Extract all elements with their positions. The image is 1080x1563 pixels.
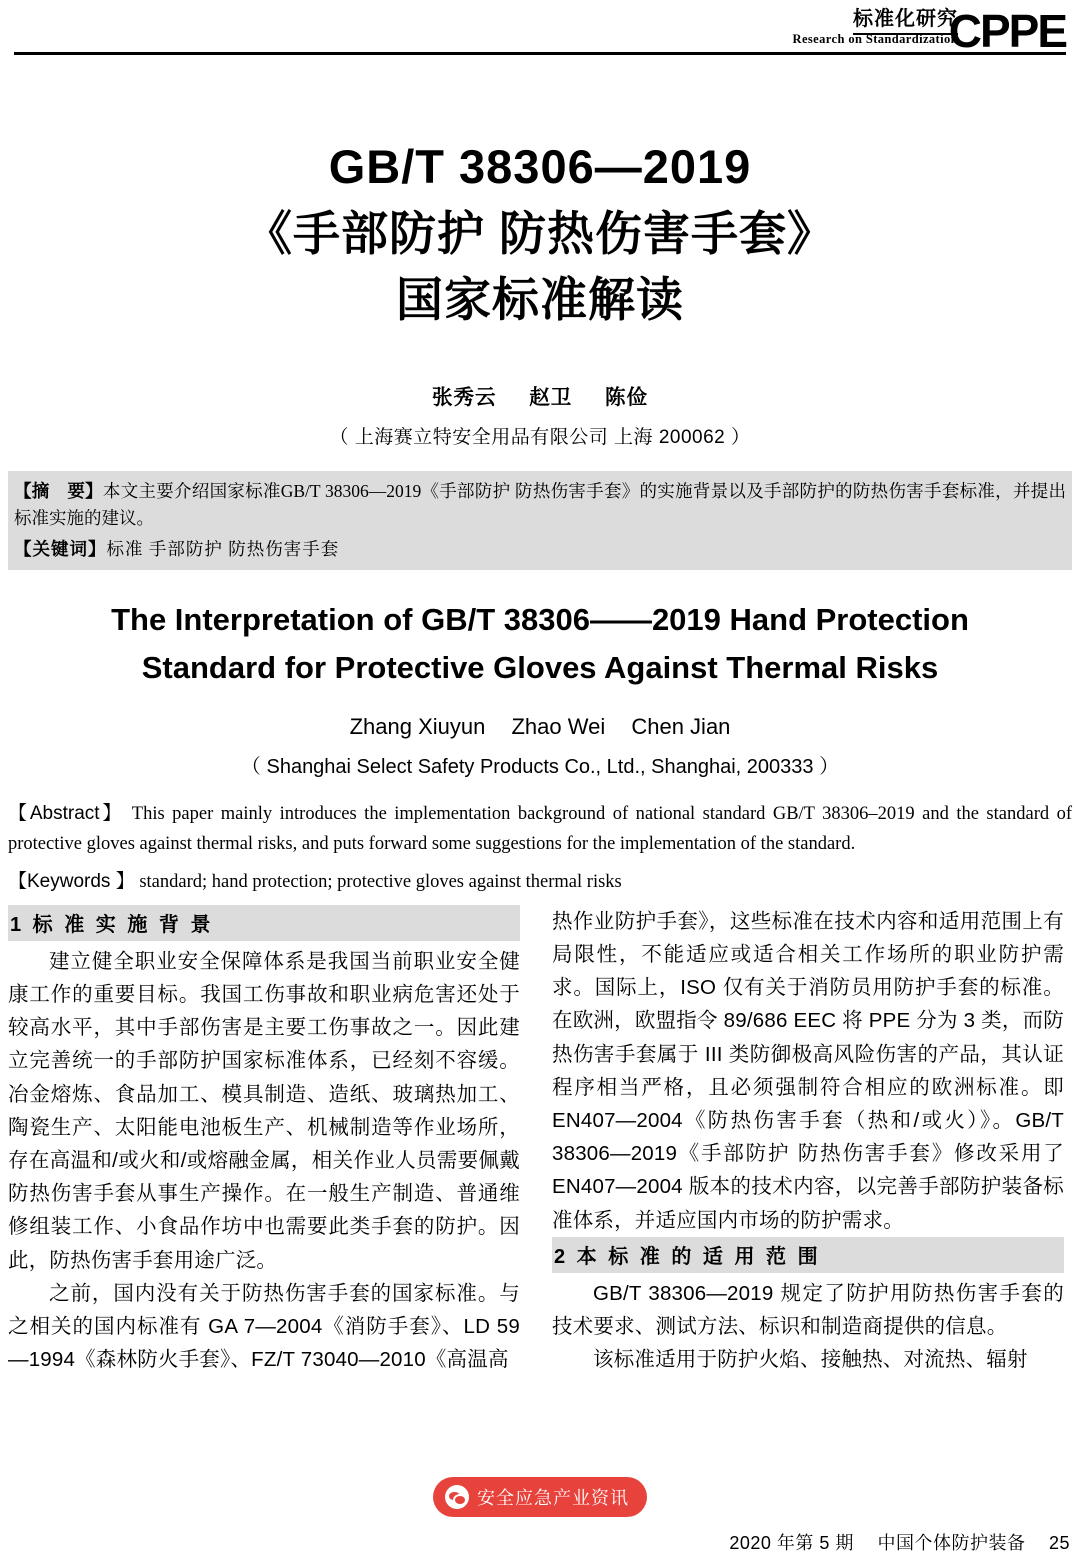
- abstract-en-label: 【Abstract】: [8, 803, 125, 825]
- page-number: 25: [1048, 1533, 1070, 1553]
- affiliation-en: （ Shanghai Select Safety Products Co., Ltd., Shanghai, 200333 ）: [240, 756, 840, 779]
- page-title-line-3: 国家标准解读: [396, 273, 684, 327]
- body-columns: [8, 905, 1072, 1465]
- author-cn-3: 陈俭: [604, 386, 648, 410]
- page-title-line-2: 《手部防护 防热伤害手套》: [244, 206, 836, 260]
- author-en-1: Zhang Xiuyun: [349, 714, 486, 740]
- header-divider: [14, 52, 1066, 55]
- authors-cn: [0, 380, 1080, 410]
- footer-journal: 中国个体防护装备: [877, 1533, 1026, 1553]
- cppe-logo: [948, 0, 1066, 57]
- page-title-en-line-1: The Interpretation of GB/T 38306——2019 Hand Protection: [111, 601, 969, 637]
- abstract-en-text: This paper mainly introduces the implementation background of national standard GB/T 38306–2019 and the standard of protective gloves against thermal risks, and puts forward some suggestions for the implementation of the standard.: [8, 804, 1073, 855]
- keywords-cn: [14, 536, 1066, 563]
- paragraph-left-2: 之前，国内没有关于防热伤害手套的国家标准。与之相关的国内标准有 GA 7—2004《消防手套》、LD 59—1994《森林防火手套》、FZ/T 73040—2010《高温高: [8, 1281, 520, 1372]
- section-heading-1: 1 标 准 实 施 背 景: [8, 905, 520, 941]
- column-right: [552, 905, 1064, 1465]
- journal-name-en: Research on Standardization: [792, 32, 958, 46]
- keywords-cn-text: 标准 手部防护 防热伤害手套: [106, 539, 340, 560]
- footer-issue: 2020 年第 5 期: [729, 1533, 854, 1553]
- abstract-cn-label: 【摘 要】: [14, 481, 103, 502]
- keywords-cn-label: 【关键词】: [14, 539, 107, 560]
- author-en-3: Chen Jian: [631, 714, 731, 740]
- title-block-cn: [0, 134, 1080, 334]
- page-header: [14, 0, 1066, 56]
- abstract-en: [8, 799, 1072, 860]
- paragraph-right-2: GB/T 38306—2019 规定了防护用防热伤害手套的技术要求、测试方法、标识和制造商提供的信息。: [552, 1281, 1064, 1338]
- keywords-en-label: 【Keywords 】: [8, 871, 135, 893]
- wechat-label: 安全应急产业资讯: [477, 1488, 629, 1508]
- author-cn-2: 赵卫: [529, 386, 573, 410]
- author-en-2: Zhao Wei: [511, 714, 606, 740]
- author-cn-1: 张秀云: [432, 386, 497, 410]
- abstract-cn: [14, 478, 1066, 531]
- keywords-en: [8, 868, 1072, 897]
- affiliation-cn: （ 上海赛立特安全用品有限公司 上海 200062 ）: [329, 427, 751, 449]
- wechat-icon: [445, 1485, 469, 1509]
- paragraph-right-1: 热作业防护手套》，这些标准在技术内容和适用范围上有局限性，不能适应或适合相关工作场所的职业防护需求。国际上，ISO 仅有关于消防员用防护手套的标准。在欧洲，欧盟指令 89/686 EEC 将 PPE 分为 3 类，而防热伤害手套属于 III 类防御极高风险伤害的产品，其认证程序相当严格，且必须强制符合相应的欧洲标准。即 EN407—2004《防热伤害手套（热和/或火）》。GB/T 38306—2019《手部防护 防热伤害手套》修改采用了 EN407—2004 版本的技术内容，以完善手部防护装备标准体系，并适应国内市场的防护需求。: [552, 909, 1064, 1232]
- section-heading-2: 2 本 标 准 的 适 用 范 围: [552, 1237, 1064, 1273]
- logo-text: CPPE: [948, 4, 1066, 57]
- page-footer: [729, 1529, 1070, 1555]
- paragraph-right-3: 该标准适用于防护火焰、接触热、对流热、辐射: [593, 1348, 1028, 1372]
- authors-en: [0, 714, 1080, 740]
- wechat-badge[interactable]: [433, 1477, 647, 1517]
- column-left: [8, 905, 520, 1465]
- title-block-en: [18, 596, 1062, 692]
- paragraph-left-1: 建立健全职业安全保障体系是我国当前职业安全健康工作的重要目标。我国工伤事故和职业病危害还处于较高水平，其中手部伤害是主要工伤事故之一。因此建立完善统一的手部防护国家标准体系，已经刻不容缓。冶金熔炼、食品加工、模具制造、造纸、玻璃热加工、陶瓷生产、太阳能电池板生产、机械制造等作业场所，存在高温和/或火和/或熔融金属，相关作业人员需要佩戴防热伤害手套从事生产操作。在一般生产制造、普通维修组装工作、小食品作坊中也需要此类手套的防护。因此，防热伤害手套用途广泛。: [8, 949, 520, 1272]
- abstract-cn-block: [8, 471, 1072, 570]
- page-title-line-1: GB/T 38306—2019: [328, 140, 752, 193]
- journal-name-cn: 标准化研究: [853, 2, 958, 35]
- keywords-en-text: standard; hand protection; protective gloves against thermal risks: [139, 872, 622, 893]
- abstract-cn-text: 本文主要介绍国家标准GB/T 38306—2019《手部防护 防热伤害手套》的实施背景以及手部防护的防热伤害手套标准，并提出标准实施的建议。: [14, 481, 1067, 528]
- page-title-en-line-2: Standard for Protective Gloves Against Thermal Risks: [141, 650, 939, 686]
